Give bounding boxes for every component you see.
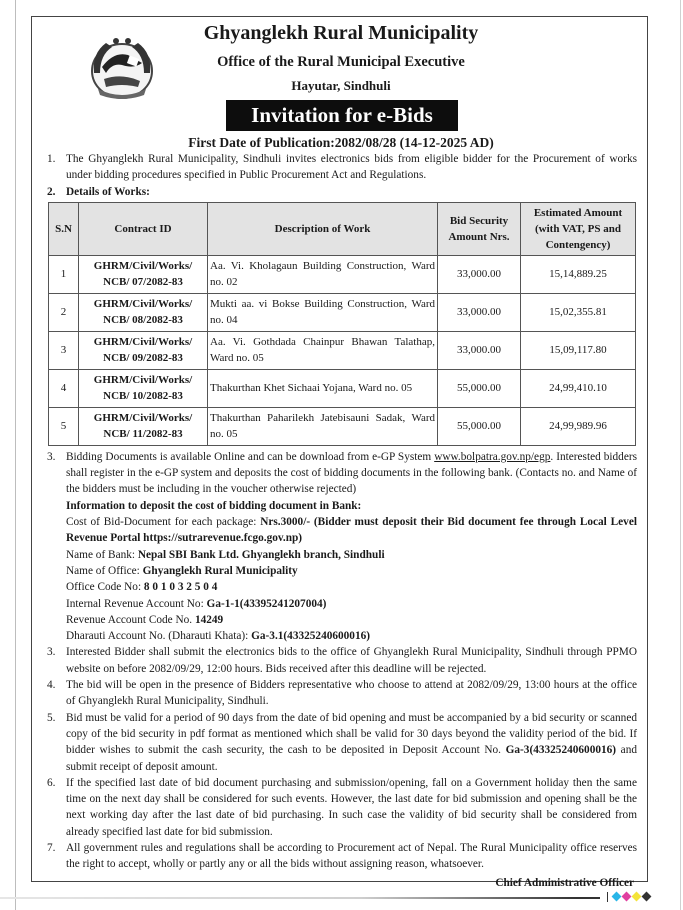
col-bid-security: Bid Security Amount Nrs.: [438, 202, 521, 255]
table-row: 4 GHRM/Civil/Works/ NCB/ 10/2082-83 Thakurthan Khet Sichaai Yojana, Ward no. 05 55,000.00 24,99,410.10: [49, 369, 636, 407]
page-edge-left: [15, 0, 16, 910]
bank-name: Name of Bank: Nepal SBI Bank Ltd. Ghyanglekh branch, Sindhuli: [66, 548, 385, 561]
revenue-account-code: Revenue Account Code No. 14249: [66, 613, 224, 626]
col-estimated-amount: Estimated Amount (with VAT, PS and Contengency): [521, 202, 636, 255]
municipality-title: Ghyanglekh Rural Municipality: [203, 22, 479, 44]
clause-1: 1. The Ghyanglekh Rural Municipality, Sindhuli invites electronics bids from eligible bidder for the Procurement of works under bidding procedures specified in Public Procurement Act and Regulations.: [47, 153, 637, 182]
clause-6: 6. If the specified last date of bid document purchasing and submission/opening, fall on a Government holiday then the same time on the next day shall be considered for such events. However, the last date for bid submission and opening shall be the next working day after the last date of bid purchasing. In such case the validity of bid security shall be considered from already specified last date for bid submission.: [47, 776, 637, 838]
crop-mark: [607, 892, 608, 902]
office-code: Office Code No: 8 0 1 0 3 2 5 0 4: [66, 581, 218, 594]
office-location: Hayutar, Sindhuli: [291, 78, 391, 93]
clause-2-heading: 2. Details of Works:: [47, 185, 150, 198]
egp-link[interactable]: www.bolpatra.gov.np/egp: [434, 450, 551, 463]
col-contract-id: Contract ID: [79, 202, 208, 255]
clause-5: 5. Bid must be valid for a period of 90 days from the date of bid opening and must be accompanied by a bid security or scanned copy of the bid security in pdf format as mentioned which shall be valid for 30 days beyond the validity period of the bid. If bidder wishes to submit the cash security, the cash to be deposited in Deposit Account No. Ga-3(43325240600016) and submit receipt of deposit amount.: [47, 711, 637, 773]
magenta-mark-icon: [622, 892, 632, 902]
col-description: Description of Work: [208, 202, 438, 255]
office-name-row: Name of Office: Ghyanglekh Rural Municipality: [66, 564, 298, 577]
bank-info-heading: Information to deposit the cost of bidding document in Bank:: [66, 499, 362, 512]
black-mark-icon: [642, 892, 652, 902]
clause-3b: 3. Interested Bidder shall submit the electronics bids to the office of Ghyanglekh Rural Municipality, Sindhuli through PPMO website on before 2082/09/29, 12:00 hours. Bids received after this deadline will be rejected.: [47, 646, 637, 675]
notice-banner: Invitation for e-Bids: [226, 100, 458, 131]
dharauti-account: Dharauti Account No. (Dharauti Khata): Ga-3.1(43325240600016): [66, 630, 371, 643]
clause-7: 7. All government rules and regulations shall be according to Procurement act of Nepal. The Rural Municipality office reserves the right to accept, wholly or partly any or all the bids without assigning reason, whatsoever.: [47, 842, 637, 871]
bid-doc-cost: Cost of Bid-Document for each package: Nrs.3000/- (Bidder must deposit their Bid document fee through Local Level Revenue Portal https://sutrarevenue.fcgo.gov.np): [66, 516, 637, 545]
table-row: 1 GHRM/Civil/Works/ NCB/ 07/2082-83 Aa. Vi. Kholagaun Building Construction, Ward no. 02 33,000.00 15,14,889.25: [49, 255, 636, 293]
registration-marks: [613, 893, 650, 900]
office-name: Office of the Rural Municipal Executive: [217, 54, 465, 70]
clause-3: 3. Bidding Documents is available Online and can be download from e-GP System www.bolpatra.gov.np/egp. Interested bidders shall register in the e-GP system and deposits the cost of bidding documents in the following bank. (Contacts no. and Name of the bidders must be including in the voucher otherwise rejected): [47, 450, 637, 496]
yellow-mark-icon: [632, 892, 642, 902]
table-header-row: [49, 202, 636, 255]
table-row: 5 GHRM/Civil/Works/ NCB/ 11/2082-83 Thakurthan Paharilekh Jatebisauni Sadak, Ward no. 05 55,000.00 24,99,989.96: [49, 407, 636, 445]
table-row: 2 GHRM/Civil/Works/ NCB/ 08/2082-83 Mukti aa. vi Bokse Building Construction, Ward no. 04 33,000.00 15,02,355.81: [49, 293, 636, 331]
bottom-rule: [0, 897, 600, 899]
clause-4: 4. The bid will be open in the presence of Bidders representative who choose to attend at 2082/09/29, 13:00 hours at the office of Ghyanglekh Rural Municipality, Sindhuli.: [47, 679, 637, 708]
cyan-mark-icon: [612, 892, 622, 902]
page-edge-right: [680, 0, 681, 910]
publication-date: First Date of Publication:2082/08/28 (14-12-2025 AD): [188, 135, 494, 150]
col-sn: S.N: [49, 202, 79, 255]
internal-revenue-account: Internal Revenue Account No: Ga-1-1(43395241207004): [66, 597, 327, 610]
header: [150, 18, 532, 95]
signatory: Chief Administrative Officer: [495, 876, 634, 889]
table-row: 3 GHRM/Civil/Works/ NCB/ 09/2082-83 Aa. Vi. Gothdada Chainpur Bhawan Talathap, Ward no. 05 33,000.00 15,09,117.80: [49, 331, 636, 369]
bank-info: [47, 498, 637, 645]
notice-body: [47, 151, 637, 891]
works-table: [48, 202, 636, 446]
